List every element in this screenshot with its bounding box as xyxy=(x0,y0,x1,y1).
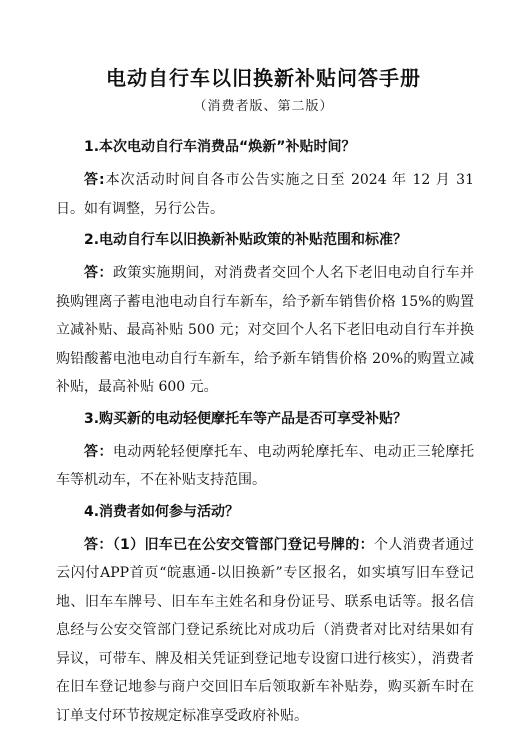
answer-3 xyxy=(56,438,474,495)
answer-text: 本次活动时间自各市公告实施之日至 2024 年 12 月 31 日。如有调整，另行公告。 xyxy=(56,172,474,217)
question-3: 3.购买新的电动轻便摩托车等产品是否可享受补贴？ xyxy=(84,410,408,427)
answer-label: 答 xyxy=(84,172,99,188)
answer-4 xyxy=(56,531,474,731)
answer-colon: ： xyxy=(98,536,113,553)
answer-text: 个人消费者通过云闪付APP首页“皖惠通-以旧换新”专区报名，如实填写旧车登记地、旧车车牌号、旧车车主姓名和身份证号、联系电话等。报名信息经与公安交管部门登记系统比对成功后（消费者对比对结果如有异议，可带车、牌及相关凭证到登记地专设窗口进行核实），消费者在旧车登记地参与商户交回旧车后领取新车补贴券，购买新车时在订单支付环节按规定标准享受政府补贴。 xyxy=(56,536,475,724)
answer-sub-colon: ： xyxy=(359,536,374,553)
question-1: 1.本次电动自行车消费品“焕新”补贴时间？ xyxy=(84,139,356,155)
document-subtitle: （消费者版、第二版） xyxy=(193,99,334,114)
question-4: 4.消费者如何参与活动？ xyxy=(84,503,240,520)
answer-sub-label: （1）旧车已在公安交管部门登记号牌的 xyxy=(112,536,360,553)
answer-1 xyxy=(56,166,474,223)
answer-colon: : xyxy=(99,172,105,188)
answer-label: 答 xyxy=(84,265,99,281)
answer-label: 答 xyxy=(84,443,99,460)
answer-label: 答 xyxy=(84,536,99,553)
answer-text: 政策实施期间，对消费者交回个人名下老旧电动自行车并换购锂离子蓄电池电动自行车新车，给予新车销售价格 15%的购置立减补贴、最高补贴 500 元；对交回个人名下老旧电动自行车并换购铅酸蓄电池电动自行车新车，给予新车销售价格 20%的购置立减补贴，最高补贴 600 元。 xyxy=(56,265,475,395)
qa-list xyxy=(56,136,474,736)
document-title: 电动自行车以旧换新补贴问答手册 xyxy=(106,66,421,90)
question-2: 2.电动自行车以旧换新补贴政策的补贴范围和标准？ xyxy=(84,232,408,248)
answer-2 xyxy=(56,259,474,402)
answer-text: 电动两轮轻便摩托车、电动两轮摩托车、电动正三轮摩托车等机动车，不在补贴支持范围。 xyxy=(56,443,475,488)
answer-colon: ： xyxy=(98,443,113,460)
answer-colon: ： xyxy=(98,265,113,281)
